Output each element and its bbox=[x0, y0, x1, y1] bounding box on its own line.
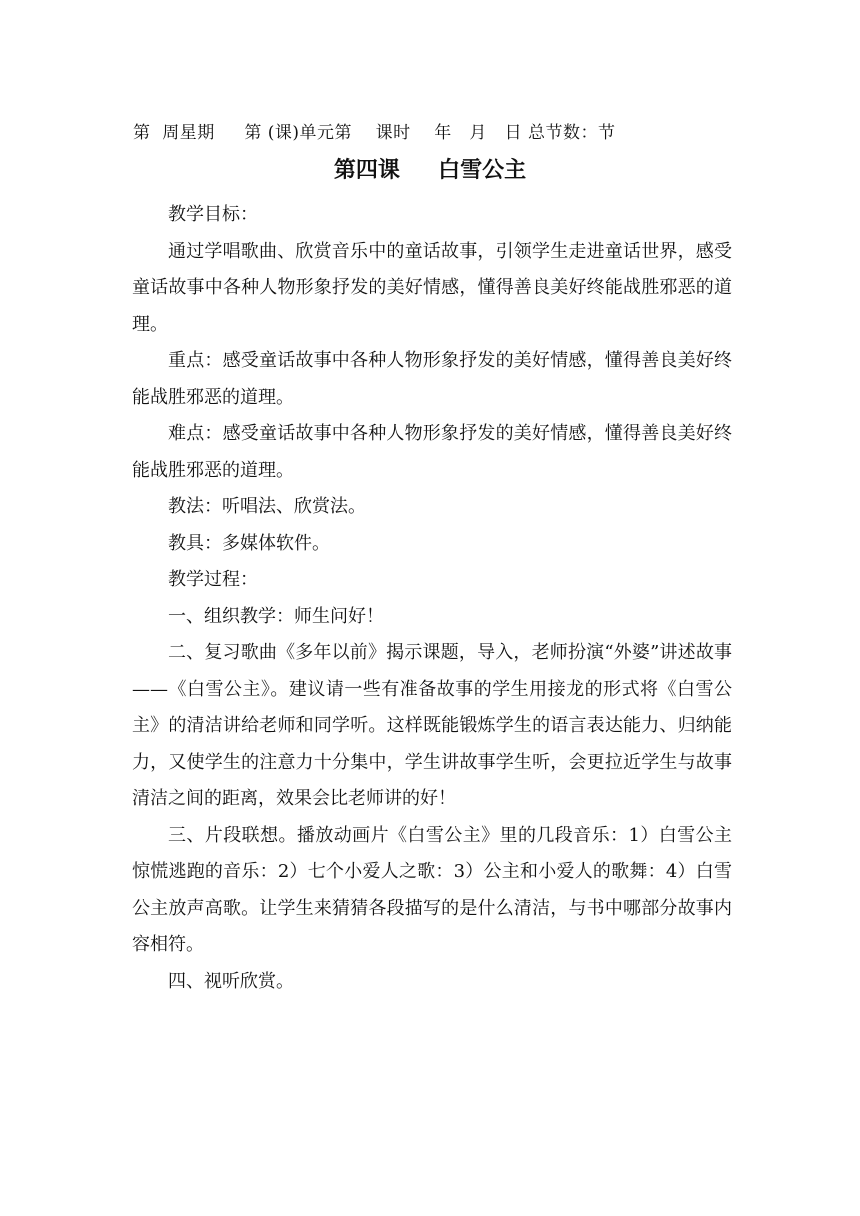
difficult-points: 难点：感受童话故事中各种人物形象抒发的美好情感，懂得善良美好终能战胜邪恶的道理。 bbox=[132, 423, 732, 481]
process-heading: 教学过程： bbox=[168, 569, 258, 590]
process-step-2: 二、复习歌曲《多年以前》揭示课题，导入，老师扮演“外婆”讲述故事——《白雪公主》。建议请一些有准备故事的学生用接龙的形式将《白雪公主》的清洁讲给老师和同学听。这样既能锻炼学生的语言表达能力、归纳能力，又使学生的注意力十分集中，学生讲故事学生听，会更拉近学生与故事清洁之间的距离，效果会比老师讲的好！ bbox=[132, 642, 732, 809]
objectives-text: 通过学唱歌曲、欣赏音乐中的童话故事，引领学生走进童话世界，感受童话故事中各种人物形象抒发的美好情感，懂得善良美好终能战胜邪恶的道理。 bbox=[132, 240, 732, 335]
objectives-heading: 教学目标： bbox=[168, 204, 258, 225]
process-step-1: 一、组织教学：师生问好！ bbox=[168, 605, 384, 627]
key-points: 重点：感受童话故事中各种人物形象抒发的美好情感，懂得善良美好终能战胜邪恶的道理。 bbox=[132, 350, 732, 408]
lesson-title: 第四课 白雪公主 bbox=[333, 158, 527, 183]
schedule-header: 第 周星期 第 (课)单元第 课时 年 月 日 总节数：节 bbox=[133, 123, 616, 143]
lesson-body bbox=[132, 197, 732, 1000]
teaching-tools: 教具：多媒体软件。 bbox=[168, 532, 330, 554]
process-step-3: 三、片段联想。播放动画片《白雪公主》里的几段音乐：1）白雪公主惊慌逃跑的音乐：2）七个小爱人之歌：3）公主和小爱人的歌舞：4）白雪公主放声高歌。让学生来猜猜各段描写的是什么清洁，与书中哪部分故事内容相符。 bbox=[132, 824, 732, 955]
teaching-methods: 教法：听唱法、欣赏法。 bbox=[168, 496, 366, 517]
process-step-4: 四、视听欣赏。 bbox=[168, 970, 294, 992]
